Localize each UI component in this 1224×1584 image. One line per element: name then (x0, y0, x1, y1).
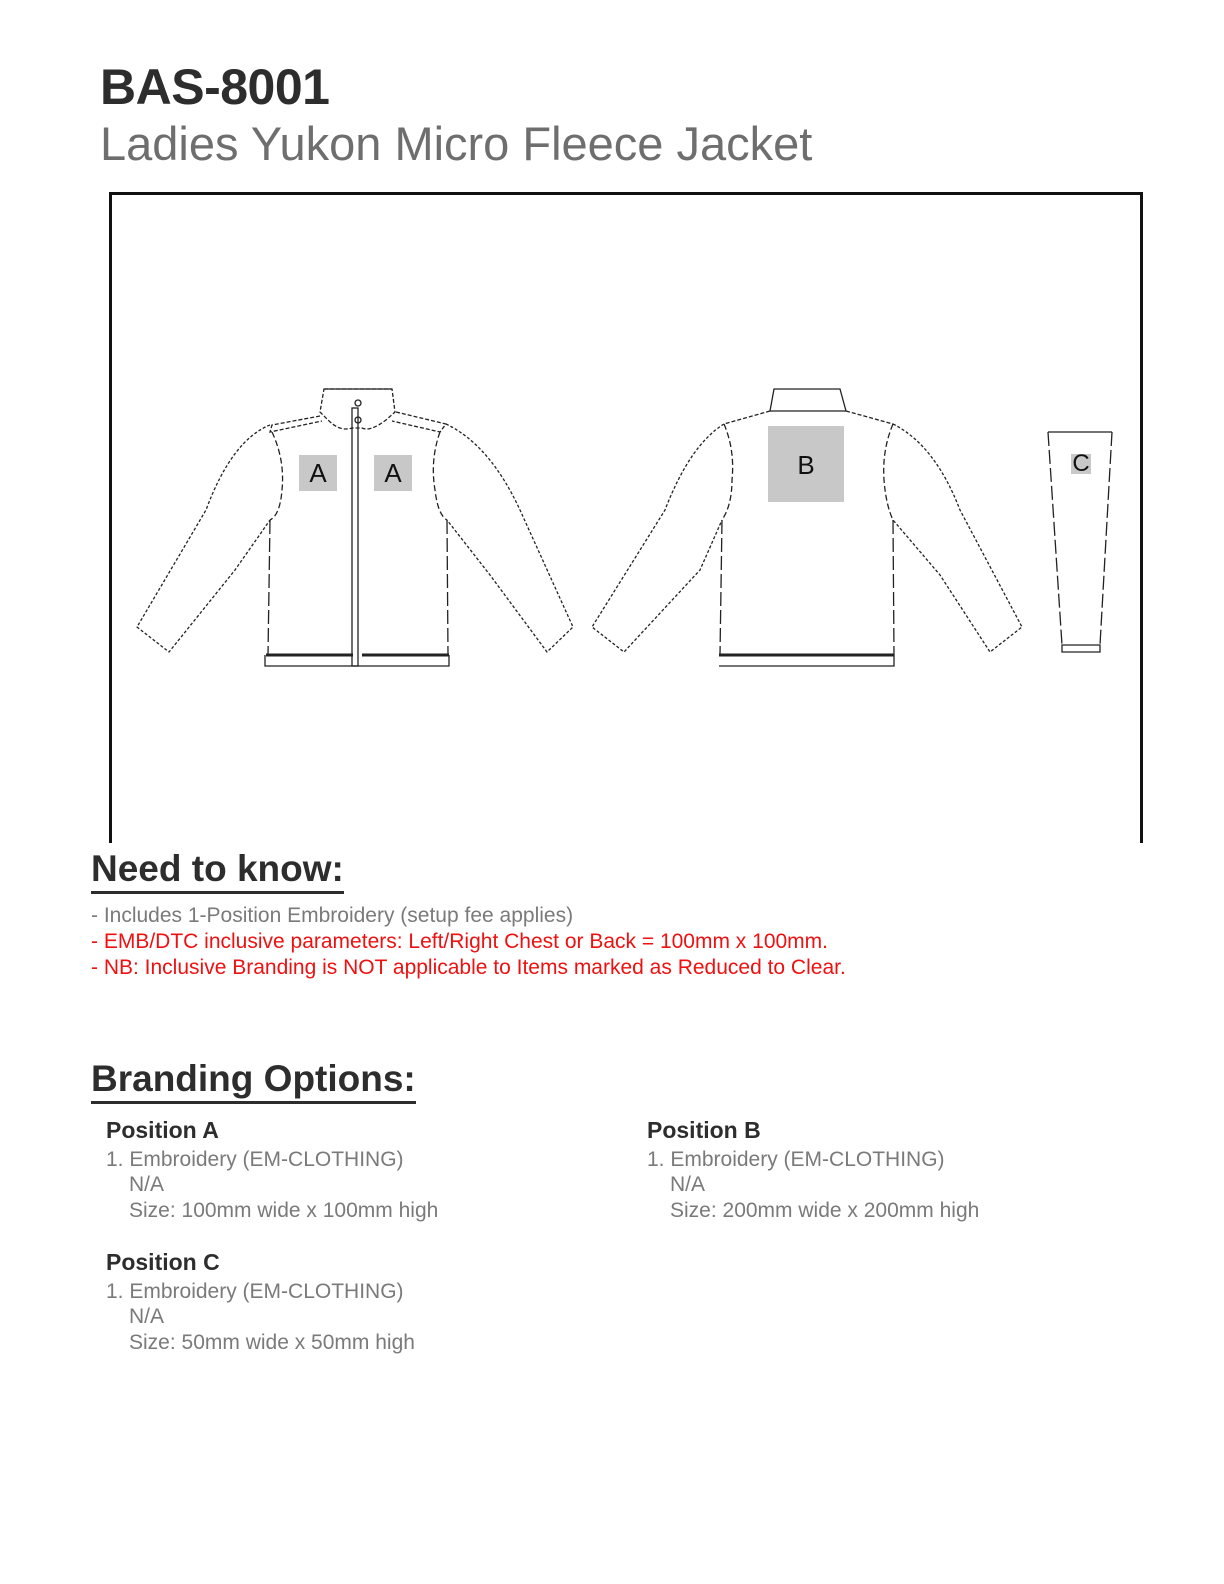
note-item-alert: - NB: Inclusive Branding is NOT applicable to Items marked as Reduced to Clear. (91, 956, 846, 979)
position-method: 1. Embroidery (EM-CLOTHING) (647, 1147, 945, 1171)
position-c (106, 1250, 415, 1355)
zone-c-label: C (1072, 450, 1090, 477)
product-code: BAS-8001 (100, 59, 330, 115)
note-item: - Includes 1-Position Embroidery (setup fee applies) (91, 904, 574, 927)
branding-zone-a-left (299, 455, 337, 491)
jacket-front-illustration (137, 389, 573, 666)
position-method: 1. Embroidery (EM-CLOTHING) (106, 1147, 404, 1171)
branding-zone-b (768, 426, 844, 502)
need-to-know-notes (91, 903, 846, 981)
position-size: Size: 200mm wide x 200mm high (670, 1198, 980, 1222)
position-method: 1. Embroidery (EM-CLOTHING) (106, 1279, 404, 1303)
product-name: Ladies Yukon Micro Fleece Jacket (100, 117, 813, 170)
need-to-know-heading: Need to know: (91, 847, 344, 894)
position-title: Position B (647, 1117, 761, 1143)
branding-options-heading: Branding Options: (91, 1057, 416, 1104)
position-b (647, 1118, 979, 1223)
note-item-alert: - EMB/DTC inclusive parameters: Left/Right Chest or Back = 100mm x 100mm. (91, 930, 828, 953)
zone-a-right-label: A (384, 458, 402, 488)
position-note: N/A (129, 1305, 165, 1328)
position-note: N/A (129, 1173, 165, 1196)
branding-zone-a-right (374, 455, 412, 491)
position-a (106, 1118, 438, 1223)
position-size: Size: 100mm wide x 100mm high (129, 1198, 439, 1222)
position-note: N/A (670, 1173, 706, 1196)
branding-zone-c (1071, 450, 1091, 477)
zone-a-left-label: A (309, 458, 327, 488)
position-title: Position A (106, 1117, 219, 1143)
zone-b-label: B (797, 450, 815, 480)
position-title: Position C (106, 1249, 220, 1275)
position-size: Size: 50mm wide x 50mm high (129, 1330, 415, 1354)
